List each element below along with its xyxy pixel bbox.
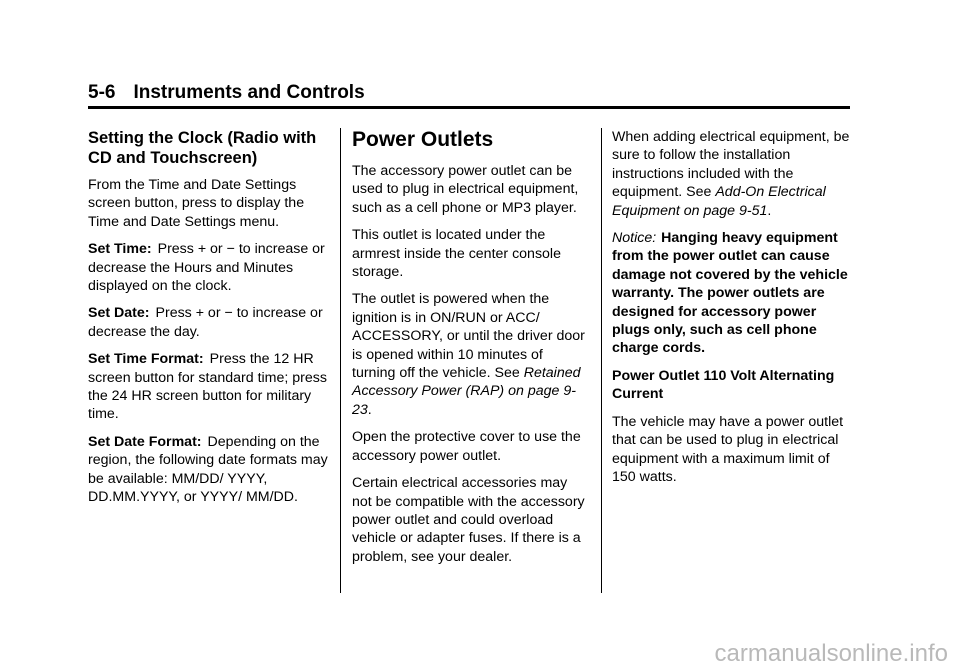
outlet-paragraph-5: Certain electrical accessories may not be compatible with the accessory power outlet and could overload vehicle or adapter fuses. If there is a problem, see your dealer.	[352, 475, 585, 565]
set-date-text: Press + or − to increase or decrease the day.	[88, 305, 323, 340]
set-time-format-paragraph	[88, 350, 328, 424]
outlet-paragraph-3-text: The outlet is powered when the ignition is in ON/RUN or ACC/ ACCESSORY, or until the driver door is opened within 10 minutes of turning off the vehicle. See	[352, 291, 585, 382]
page-number: 5-6	[88, 82, 116, 103]
watermark-text: carmanualsonline.info	[714, 640, 948, 667]
section-heading-clock: Setting the Clock (Radio with CD and Touchscreen)	[88, 129, 317, 167]
set-time-text: Press + or − to increase or decrease the Hours and Minutes displayed on the clock.	[88, 241, 325, 295]
set-date-format-term: Set Date Format:	[88, 433, 202, 450]
outlet-paragraph-3: The outlet is powered when the ignition is in ON/RUN or ACC/ ACCESSORY, or until the driver door is opened within 10 minutes of turning off the vehicle. See Retained Accessory Power (RAP) on page 9-23.	[352, 291, 585, 418]
set-time-format-text: Press the 12 HR screen button for standard time; press the 24 HR screen button for military time.	[88, 351, 327, 423]
notice-label: Notice:	[612, 230, 657, 247]
column-divider-1	[340, 128, 341, 593]
110v-paragraph: The vehicle may have a power outlet that can be used to plug in electrical equipment with a maximum limit of 150 watts.	[612, 413, 844, 485]
set-time-format-term: Set Time Format:	[88, 351, 204, 368]
set-date-paragraph	[88, 304, 328, 341]
set-date-term: Set Date:	[88, 305, 150, 322]
notice-paragraph	[612, 229, 852, 358]
outlet-paragraph-1: The accessory power outlet can be used to plug in electrical equipment, such as a cell phone or MP3 player.	[352, 163, 579, 216]
chapter-title: Instruments and Controls	[133, 82, 365, 103]
set-time-paragraph	[88, 240, 328, 295]
notice-text: Hanging heavy equipment from the power outlet can cause damage not covered by the vehicle warranty. The power outlets are designed for accessory power plugs only, such as cell phone charge cords.	[612, 230, 848, 357]
column-1	[88, 128, 328, 516]
column-3	[612, 128, 852, 495]
page-header	[88, 82, 850, 109]
rap-reference-link[interactable]: Retained Accessory Power (RAP) on page 9-23	[352, 365, 581, 418]
outlet-paragraph-4: Open the protective cover to use the accessory power outlet.	[352, 429, 581, 464]
set-time-term: Set Time:	[88, 241, 152, 258]
addon-reference-link[interactable]: Add-On Electrical Equipment on page 9-51	[612, 184, 826, 219]
set-date-format-paragraph	[88, 433, 328, 507]
equipment-paragraph: When adding electrical equipment, be sure to follow the installation instructions included with the equipment. See Add-On Electrical Equipment on page 9-51.	[612, 129, 850, 219]
section-heading-power-outlets: Power Outlets	[352, 128, 494, 151]
column-divider-2	[601, 128, 602, 593]
clock-intro: From the Time and Date Settings screen button, press to display the Time and Date Settings menu.	[88, 177, 305, 230]
set-date-format-text: Depending on the region, the following date formats may be available: MM/DD/ YYYY, DD.MM.YYYY, or YYYY/ MM/DD.	[88, 433, 328, 506]
column-2	[352, 128, 590, 575]
subheading-110v: Power Outlet 110 Volt Alternating Current	[612, 367, 835, 403]
equipment-paragraph-text: When adding electrical equipment, be sure to follow the installation instructions included with the equipment. See	[612, 129, 850, 201]
outlet-paragraph-2: This outlet is located under the armrest inside the center console storage.	[352, 227, 561, 281]
